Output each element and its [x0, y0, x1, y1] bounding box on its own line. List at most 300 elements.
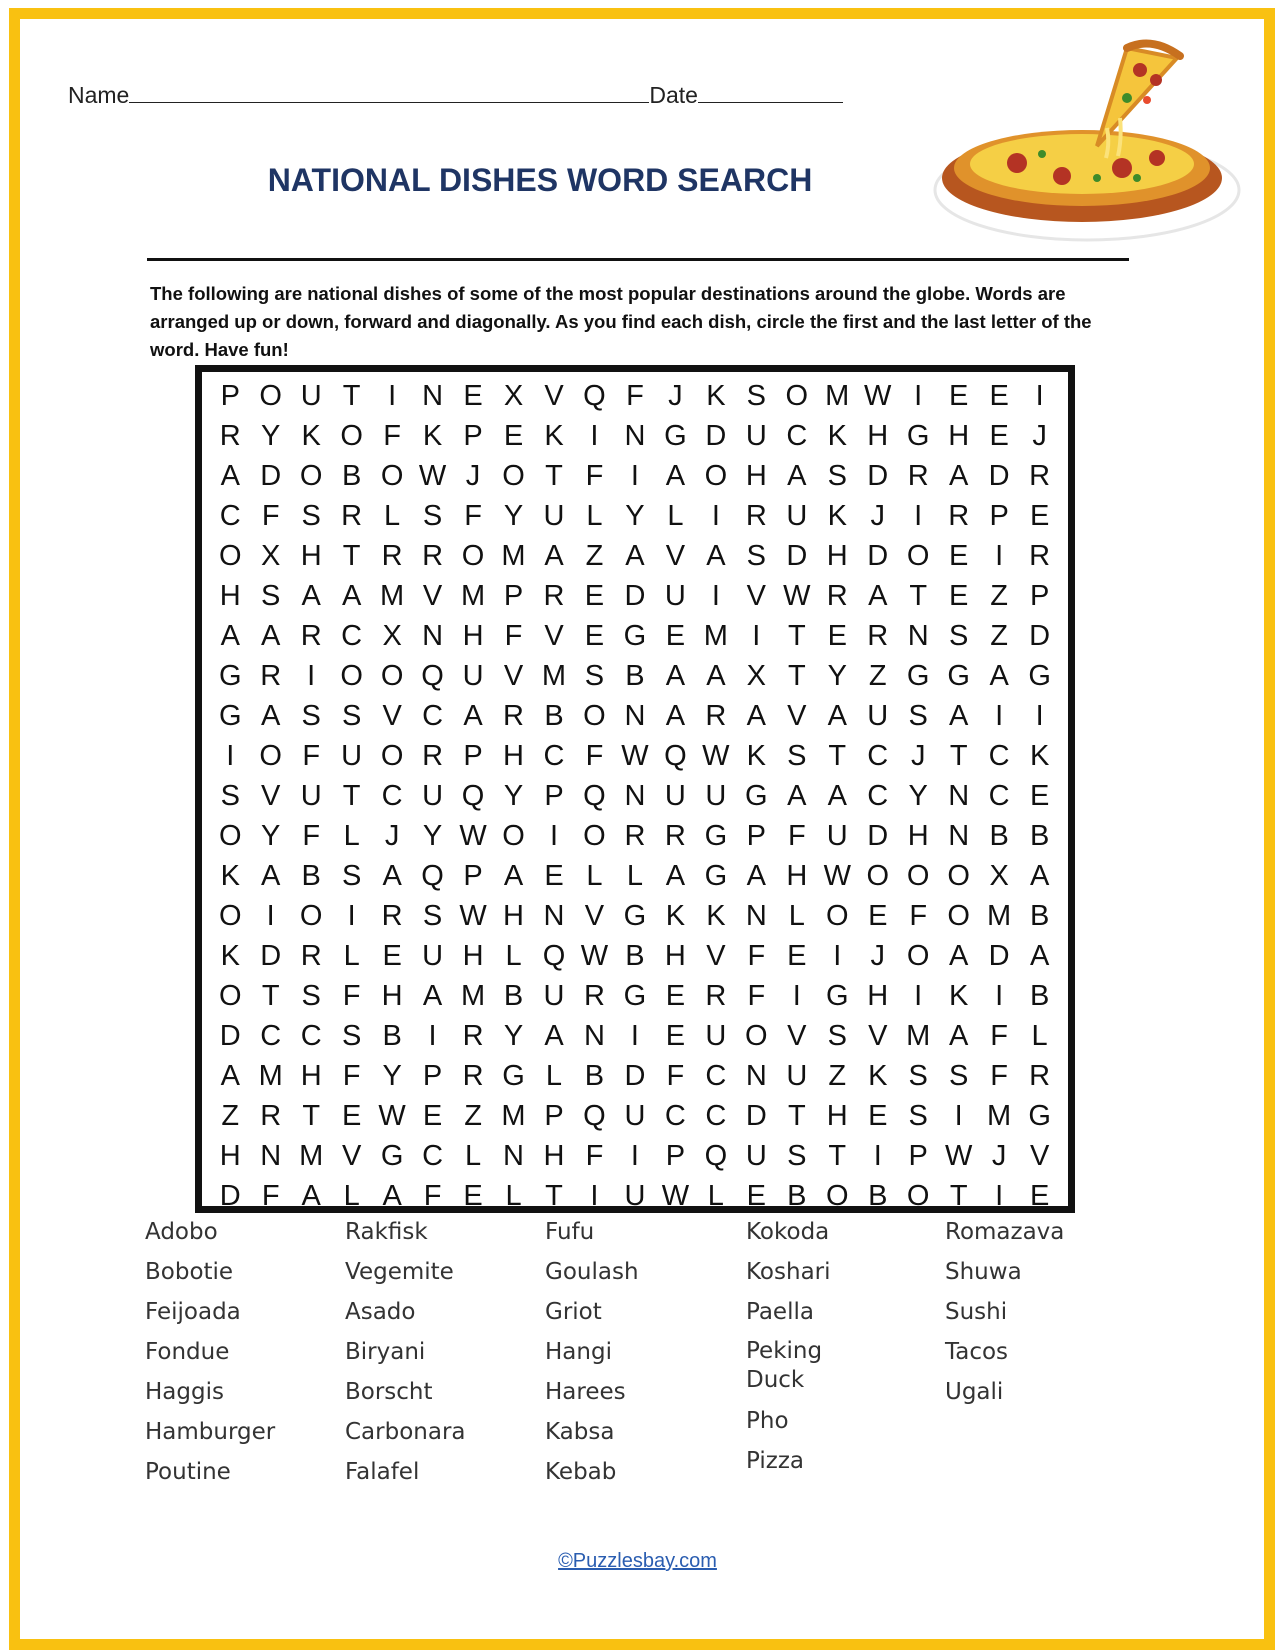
- grid-letter[interactable]: E: [868, 899, 888, 932]
- grid-letter[interactable]: O: [704, 459, 728, 492]
- grid-letter[interactable]: R: [1029, 539, 1051, 572]
- grid-letter[interactable]: F: [747, 939, 766, 972]
- grid-letter[interactable]: O: [218, 819, 242, 852]
- grid-letter[interactable]: A: [463, 699, 483, 732]
- grid-letter[interactable]: Q: [583, 779, 606, 812]
- grid-letter[interactable]: S: [908, 699, 928, 732]
- grid-letter[interactable]: P: [463, 739, 483, 772]
- grid-letter[interactable]: S: [341, 859, 362, 892]
- grid-letter[interactable]: L: [505, 939, 522, 972]
- grid-letter[interactable]: V: [341, 1139, 362, 1172]
- grid-letter[interactable]: A: [261, 699, 281, 732]
- grid-letter[interactable]: U: [867, 699, 889, 732]
- grid-letter[interactable]: D: [624, 1059, 646, 1092]
- grid-letter[interactable]: I: [995, 539, 1004, 572]
- grid-letter[interactable]: A: [949, 699, 969, 732]
- grid-letter[interactable]: J: [991, 1139, 1007, 1172]
- grid-letter[interactable]: G: [218, 659, 242, 692]
- grid-letter[interactable]: R: [948, 499, 970, 532]
- grid-letter[interactable]: H: [745, 459, 767, 492]
- grid-letter[interactable]: L: [545, 1059, 563, 1092]
- grid-letter[interactable]: E: [665, 1019, 686, 1052]
- grid-letter[interactable]: F: [464, 499, 482, 532]
- grid-letter[interactable]: T: [545, 1179, 563, 1212]
- grid-letter[interactable]: Z: [221, 1099, 240, 1132]
- grid-letter[interactable]: M: [501, 1099, 526, 1132]
- grid-letter[interactable]: M: [987, 1099, 1012, 1132]
- grid-letter[interactable]: O: [218, 899, 242, 932]
- grid-letter[interactable]: P: [746, 819, 766, 852]
- grid-letter[interactable]: Z: [990, 619, 1008, 652]
- grid-letter[interactable]: Z: [585, 539, 604, 572]
- grid-letter[interactable]: O: [380, 739, 404, 772]
- grid-letter[interactable]: T: [261, 979, 280, 1012]
- grid-letter[interactable]: Q: [664, 739, 687, 772]
- grid-letter[interactable]: V: [665, 539, 686, 572]
- grid-letter[interactable]: H: [462, 939, 484, 972]
- grid-letter[interactable]: R: [705, 699, 727, 732]
- grid-letter[interactable]: O: [825, 899, 849, 932]
- grid-letter[interactable]: I: [914, 499, 923, 532]
- grid-letter[interactable]: L: [788, 899, 805, 932]
- grid-letter[interactable]: T: [342, 539, 361, 572]
- grid-letter[interactable]: B: [868, 1179, 888, 1212]
- grid-letter[interactable]: O: [461, 539, 485, 572]
- grid-letter[interactable]: S: [949, 1059, 969, 1092]
- grid-letter[interactable]: F: [585, 459, 604, 492]
- grid-letter[interactable]: Y: [503, 1019, 524, 1052]
- grid-letter[interactable]: O: [340, 419, 363, 452]
- grid-letter[interactable]: S: [787, 739, 807, 772]
- grid-letter[interactable]: L: [343, 1179, 360, 1212]
- grid-letter[interactable]: Z: [868, 659, 887, 692]
- grid-letter[interactable]: G: [947, 659, 970, 692]
- grid-letter[interactable]: E: [787, 939, 807, 972]
- grid-letter[interactable]: U: [300, 379, 322, 412]
- grid-letter[interactable]: N: [907, 619, 929, 652]
- grid-letter[interactable]: M: [501, 539, 526, 572]
- grid-letter[interactable]: S: [949, 619, 969, 652]
- grid-letter[interactable]: Y: [827, 659, 847, 692]
- grid-letter[interactable]: Z: [990, 579, 1008, 612]
- grid-letter[interactable]: L: [343, 939, 360, 972]
- grid-letter[interactable]: G: [623, 899, 647, 932]
- grid-letter[interactable]: R: [624, 819, 646, 852]
- grid-letter[interactable]: V: [544, 379, 564, 412]
- grid-letter[interactable]: B: [1029, 819, 1050, 852]
- grid-letter[interactable]: R: [219, 419, 241, 452]
- grid-letter[interactable]: B: [1029, 899, 1050, 932]
- grid-letter[interactable]: O: [259, 379, 282, 412]
- grid-letter[interactable]: Y: [503, 499, 524, 532]
- grid-letter[interactable]: I: [590, 419, 599, 452]
- grid-letter[interactable]: H: [786, 859, 808, 892]
- grid-letter[interactable]: A: [301, 1179, 321, 1212]
- grid-letter[interactable]: V: [746, 579, 766, 612]
- grid-letter[interactable]: A: [949, 1019, 969, 1052]
- grid-letter[interactable]: O: [259, 739, 282, 772]
- grid-letter[interactable]: F: [787, 819, 806, 852]
- grid-letter[interactable]: J: [465, 459, 481, 492]
- grid-letter[interactable]: D: [867, 819, 889, 852]
- grid-letter[interactable]: I: [307, 659, 316, 692]
- grid-letter[interactable]: U: [664, 779, 686, 812]
- grid-letter[interactable]: D: [219, 1019, 241, 1052]
- grid-letter[interactable]: R: [422, 739, 444, 772]
- grid-letter[interactable]: A: [746, 699, 766, 732]
- grid-letter[interactable]: H: [219, 1139, 241, 1172]
- grid-letter[interactable]: K: [1029, 739, 1050, 772]
- grid-letter[interactable]: Q: [583, 1099, 606, 1132]
- grid-letter[interactable]: L: [626, 859, 643, 892]
- grid-letter[interactable]: F: [990, 1019, 1008, 1052]
- grid-letter[interactable]: I: [347, 899, 356, 932]
- grid-letter[interactable]: P: [220, 379, 240, 412]
- grid-letter[interactable]: A: [746, 859, 766, 892]
- grid-letter[interactable]: R: [664, 819, 686, 852]
- grid-letter[interactable]: A: [625, 539, 645, 572]
- grid-letter[interactable]: L: [464, 1139, 482, 1172]
- grid-letter[interactable]: V: [787, 699, 807, 732]
- grid-letter[interactable]: O: [583, 819, 606, 852]
- grid-letter[interactable]: I: [873, 1139, 882, 1172]
- grid-letter[interactable]: F: [747, 979, 766, 1012]
- grid-letter[interactable]: R: [907, 459, 929, 492]
- grid-letter[interactable]: H: [907, 819, 929, 852]
- grid-letter[interactable]: E: [544, 859, 564, 892]
- date-field[interactable]: [698, 84, 843, 103]
- grid-letter[interactable]: J: [870, 499, 885, 532]
- grid-letter[interactable]: A: [787, 459, 807, 492]
- grid-letter[interactable]: I: [711, 579, 720, 612]
- grid-letter[interactable]: V: [503, 659, 524, 692]
- name-field[interactable]: [129, 84, 649, 103]
- grid-letter[interactable]: K: [422, 419, 443, 452]
- grid-letter[interactable]: G: [623, 979, 647, 1012]
- grid-letter[interactable]: E: [949, 379, 969, 412]
- grid-letter[interactable]: A: [220, 619, 240, 652]
- grid-letter[interactable]: L: [505, 1179, 522, 1212]
- grid-letter[interactable]: K: [949, 979, 969, 1012]
- grid-letter[interactable]: M: [258, 1059, 283, 1092]
- grid-letter[interactable]: O: [299, 459, 323, 492]
- grid-letter[interactable]: S: [827, 1019, 847, 1052]
- grid-letter[interactable]: R: [745, 499, 767, 532]
- grid-letter[interactable]: F: [626, 379, 644, 412]
- grid-letter[interactable]: G: [745, 779, 768, 812]
- grid-letter[interactable]: W: [580, 939, 609, 972]
- grid-letter[interactable]: O: [218, 979, 242, 1012]
- grid-letter[interactable]: P: [544, 779, 564, 812]
- grid-letter[interactable]: T: [949, 739, 968, 772]
- grid-letter[interactable]: T: [342, 379, 361, 412]
- puzzlesbay-link[interactable]: ©Puzzlesbay.com: [558, 1550, 717, 1572]
- grid-letter[interactable]: E: [1029, 499, 1050, 532]
- grid-letter[interactable]: O: [380, 659, 404, 692]
- grid-letter[interactable]: V: [261, 779, 281, 812]
- grid-letter[interactable]: Q: [583, 379, 606, 412]
- grid-letter[interactable]: N: [503, 1139, 524, 1172]
- grid-letter[interactable]: T: [909, 579, 928, 612]
- grid-letter[interactable]: D: [867, 459, 889, 492]
- grid-letter[interactable]: N: [422, 619, 444, 652]
- grid-letter[interactable]: C: [705, 1099, 727, 1132]
- grid-letter[interactable]: A: [382, 1179, 402, 1212]
- grid-letter[interactable]: D: [988, 459, 1010, 492]
- grid-letter[interactable]: G: [380, 1139, 404, 1172]
- grid-letter[interactable]: R: [1029, 1059, 1051, 1092]
- grid-letter[interactable]: V: [544, 619, 564, 652]
- grid-letter[interactable]: V: [584, 899, 605, 932]
- grid-letter[interactable]: U: [422, 939, 444, 972]
- grid-letter[interactable]: A: [787, 779, 807, 812]
- grid-letter[interactable]: O: [340, 659, 363, 692]
- grid-letter[interactable]: O: [502, 459, 525, 492]
- grid-letter[interactable]: A: [665, 859, 686, 892]
- grid-letter[interactable]: N: [624, 779, 646, 812]
- grid-letter[interactable]: C: [422, 1139, 444, 1172]
- grid-letter[interactable]: I: [752, 619, 761, 652]
- grid-letter[interactable]: G: [704, 819, 728, 852]
- grid-letter[interactable]: A: [261, 859, 281, 892]
- grid-letter[interactable]: A: [503, 859, 524, 892]
- grid-letter[interactable]: U: [422, 779, 444, 812]
- grid-letter[interactable]: I: [428, 1019, 437, 1052]
- grid-letter[interactable]: E: [584, 579, 605, 612]
- grid-letter[interactable]: U: [341, 739, 363, 772]
- grid-letter[interactable]: G: [502, 1059, 525, 1092]
- grid-letter[interactable]: W: [418, 459, 447, 492]
- grid-letter[interactable]: P: [463, 419, 483, 452]
- grid-letter[interactable]: W: [459, 899, 487, 932]
- grid-letter[interactable]: D: [705, 419, 727, 452]
- grid-letter[interactable]: I: [266, 899, 275, 932]
- grid-letter[interactable]: M: [299, 1139, 324, 1172]
- grid-letter[interactable]: A: [706, 539, 726, 572]
- grid-letter[interactable]: R: [341, 499, 363, 532]
- grid-letter[interactable]: D: [624, 579, 646, 612]
- grid-letter[interactable]: R: [462, 1019, 484, 1052]
- grid-letter[interactable]: V: [1029, 1139, 1050, 1172]
- grid-letter[interactable]: K: [220, 859, 240, 892]
- grid-letter[interactable]: K: [706, 379, 726, 412]
- grid-letter[interactable]: N: [948, 819, 970, 852]
- grid-letter[interactable]: D: [260, 459, 282, 492]
- grid-letter[interactable]: E: [341, 1099, 362, 1132]
- grid-letter[interactable]: E: [584, 619, 605, 652]
- grid-letter[interactable]: E: [463, 1179, 483, 1212]
- grid-letter[interactable]: D: [260, 939, 282, 972]
- grid-letter[interactable]: I: [995, 979, 1004, 1012]
- grid-letter[interactable]: S: [908, 1059, 928, 1092]
- grid-letter[interactable]: G: [623, 619, 647, 652]
- grid-letter[interactable]: Y: [625, 499, 645, 532]
- grid-letter[interactable]: K: [301, 419, 321, 452]
- grid-letter[interactable]: B: [301, 859, 321, 892]
- grid-letter[interactable]: A: [949, 459, 969, 492]
- grid-letter[interactable]: B: [544, 699, 564, 732]
- grid-letter[interactable]: R: [260, 1099, 282, 1132]
- grid-letter[interactable]: R: [705, 979, 727, 1012]
- grid-letter[interactable]: F: [990, 1059, 1008, 1092]
- grid-letter[interactable]: F: [261, 1179, 280, 1212]
- grid-letter[interactable]: O: [906, 539, 930, 572]
- grid-letter[interactable]: O: [866, 859, 890, 892]
- grid-letter[interactable]: I: [1035, 379, 1044, 412]
- grid-letter[interactable]: H: [826, 539, 848, 572]
- grid-letter[interactable]: G: [704, 859, 728, 892]
- grid-letter[interactable]: N: [422, 379, 444, 412]
- grid-letter[interactable]: D: [1029, 619, 1051, 652]
- grid-letter[interactable]: U: [705, 779, 727, 812]
- grid-letter[interactable]: C: [988, 779, 1010, 812]
- grid-letter[interactable]: R: [422, 539, 444, 572]
- grid-letter[interactable]: H: [503, 899, 524, 932]
- grid-letter[interactable]: R: [1029, 459, 1051, 492]
- grid-letter[interactable]: R: [503, 699, 524, 732]
- grid-letter[interactable]: B: [382, 1019, 402, 1052]
- grid-letter[interactable]: S: [301, 699, 321, 732]
- grid-letter[interactable]: H: [300, 1059, 322, 1092]
- grid-letter[interactable]: I: [914, 979, 923, 1012]
- grid-letter[interactable]: W: [378, 1099, 406, 1132]
- grid-letter[interactable]: W: [621, 739, 649, 772]
- grid-letter[interactable]: N: [543, 899, 565, 932]
- grid-letter[interactable]: B: [787, 1179, 807, 1212]
- grid-letter[interactable]: Q: [461, 779, 485, 812]
- grid-letter[interactable]: U: [624, 1179, 646, 1212]
- grid-letter[interactable]: Y: [908, 779, 928, 812]
- grid-letter[interactable]: O: [947, 859, 970, 892]
- grid-letter[interactable]: N: [260, 1139, 282, 1172]
- grid-letter[interactable]: D: [219, 1179, 241, 1212]
- grid-letter[interactable]: W: [459, 819, 487, 852]
- grid-letter[interactable]: C: [422, 699, 444, 732]
- grid-letter[interactable]: G: [1028, 659, 1051, 692]
- grid-letter[interactable]: L: [586, 859, 603, 892]
- grid-letter[interactable]: O: [947, 899, 970, 932]
- grid-letter[interactable]: E: [1029, 779, 1050, 812]
- grid-letter[interactable]: L: [343, 819, 360, 852]
- grid-letter[interactable]: B: [503, 979, 524, 1012]
- grid-letter[interactable]: C: [341, 619, 363, 652]
- grid-letter[interactable]: C: [786, 419, 808, 452]
- grid-letter[interactable]: F: [383, 419, 401, 452]
- grid-letter[interactable]: F: [504, 619, 523, 652]
- grid-letter[interactable]: T: [787, 619, 806, 652]
- grid-letter[interactable]: A: [665, 459, 686, 492]
- grid-letter[interactable]: E: [382, 939, 402, 972]
- grid-letter[interactable]: D: [745, 1099, 767, 1132]
- grid-letter[interactable]: R: [583, 979, 605, 1012]
- grid-letter[interactable]: S: [422, 499, 443, 532]
- grid-letter[interactable]: P: [463, 859, 483, 892]
- grid-letter[interactable]: A: [382, 859, 402, 892]
- grid-letter[interactable]: R: [826, 579, 848, 612]
- grid-letter[interactable]: E: [949, 579, 969, 612]
- grid-letter[interactable]: A: [665, 659, 686, 692]
- grid-letter[interactable]: B: [625, 659, 645, 692]
- grid-letter[interactable]: Z: [828, 1059, 847, 1092]
- grid-letter[interactable]: J: [668, 379, 683, 412]
- grid-letter[interactable]: P: [503, 579, 524, 612]
- grid-letter[interactable]: J: [1032, 419, 1047, 452]
- grid-letter[interactable]: V: [706, 939, 726, 972]
- grid-letter[interactable]: S: [422, 899, 443, 932]
- grid-letter[interactable]: O: [380, 459, 404, 492]
- grid-letter[interactable]: G: [906, 419, 930, 452]
- grid-letter[interactable]: I: [995, 1179, 1004, 1212]
- grid-letter[interactable]: M: [825, 379, 850, 412]
- grid-letter[interactable]: R: [381, 899, 403, 932]
- grid-letter[interactable]: S: [220, 779, 240, 812]
- grid-letter[interactable]: R: [462, 1059, 484, 1092]
- grid-letter[interactable]: P: [989, 499, 1009, 532]
- grid-letter[interactable]: E: [827, 619, 847, 652]
- grid-letter[interactable]: Q: [421, 659, 444, 692]
- grid-letter[interactable]: F: [302, 819, 321, 852]
- grid-letter[interactable]: M: [987, 899, 1012, 932]
- grid-letter[interactable]: K: [746, 739, 766, 772]
- grid-letter[interactable]: U: [300, 779, 322, 812]
- grid-letter[interactable]: K: [665, 899, 686, 932]
- grid-letter[interactable]: I: [630, 1019, 639, 1052]
- grid-letter[interactable]: S: [261, 579, 281, 612]
- grid-letter[interactable]: I: [388, 379, 397, 412]
- grid-letter[interactable]: T: [828, 739, 847, 772]
- grid-letter[interactable]: O: [299, 899, 323, 932]
- grid-letter[interactable]: W: [823, 859, 851, 892]
- grid-letter[interactable]: S: [787, 1139, 807, 1172]
- grid-letter[interactable]: M: [380, 579, 405, 612]
- grid-letter[interactable]: D: [988, 939, 1010, 972]
- grid-letter[interactable]: S: [301, 499, 321, 532]
- grid-letter[interactable]: T: [302, 1099, 321, 1132]
- grid-letter[interactable]: V: [868, 1019, 888, 1052]
- grid-letter[interactable]: H: [543, 1139, 565, 1172]
- grid-letter[interactable]: I: [1035, 699, 1044, 732]
- grid-letter[interactable]: F: [423, 1179, 442, 1212]
- grid-letter[interactable]: C: [543, 739, 565, 772]
- grid-letter[interactable]: A: [261, 619, 281, 652]
- grid-letter[interactable]: S: [341, 1019, 362, 1052]
- grid-letter[interactable]: I: [590, 1179, 599, 1212]
- grid-letter[interactable]: Y: [261, 819, 281, 852]
- grid-letter[interactable]: J: [910, 739, 926, 772]
- grid-letter[interactable]: M: [460, 579, 486, 612]
- grid-letter[interactable]: H: [219, 579, 241, 612]
- grid-letter[interactable]: A: [1029, 859, 1050, 892]
- grid-letter[interactable]: U: [664, 579, 686, 612]
- grid-letter[interactable]: C: [300, 1019, 322, 1052]
- grid-letter[interactable]: U: [786, 1059, 808, 1092]
- grid-letter[interactable]: A: [220, 1059, 240, 1092]
- grid-letter[interactable]: X: [261, 539, 281, 572]
- grid-letter[interactable]: A: [220, 459, 240, 492]
- grid-letter[interactable]: M: [703, 619, 728, 652]
- grid-letter[interactable]: K: [706, 899, 726, 932]
- grid-letter[interactable]: J: [384, 819, 400, 852]
- grid-letter[interactable]: K: [827, 499, 847, 532]
- grid-letter[interactable]: X: [382, 619, 402, 652]
- grid-letter[interactable]: G: [906, 659, 930, 692]
- grid-letter[interactable]: I: [833, 939, 842, 972]
- grid-letter[interactable]: F: [342, 1059, 361, 1092]
- grid-letter[interactable]: U: [462, 659, 484, 692]
- grid-letter[interactable]: H: [867, 419, 889, 452]
- grid-letter[interactable]: I: [914, 379, 923, 412]
- grid-letter[interactable]: H: [381, 979, 403, 1012]
